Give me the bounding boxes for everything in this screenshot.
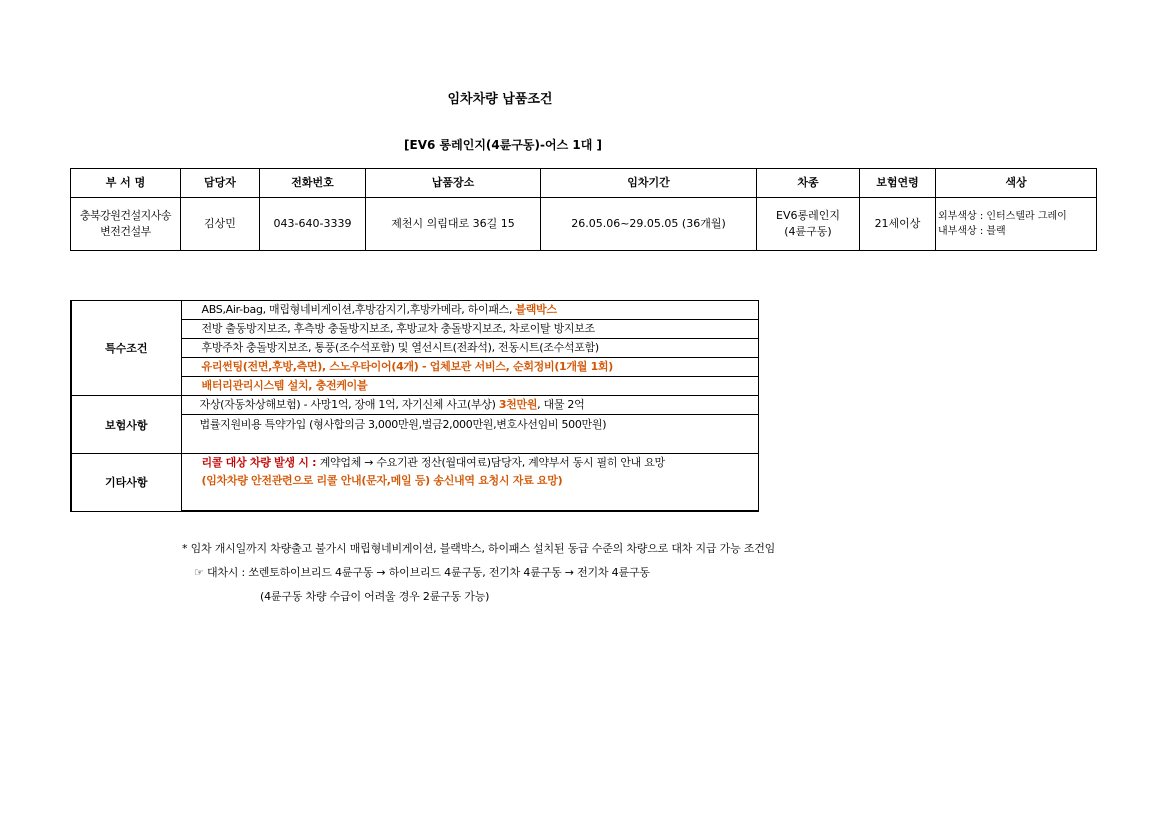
insurance-line-1-tail: , 대물 2억	[537, 398, 585, 411]
special-line-5: 배터리관리시스템 설치, 충전케이블	[181, 377, 758, 396]
other-line-1	[181, 454, 758, 473]
header-manager: 담당자	[181, 169, 260, 198]
header-phone: 전화번호	[260, 169, 366, 198]
recall-notice-label: 리콜 대상 차량 발생 시 :	[201, 456, 320, 469]
insurance-line-1-text: 자상(자동차상해보험) - 사망1억, 장애 1억, 자기신체 사고(부상)	[199, 398, 499, 411]
cell-insurance-age: 21세이상	[860, 198, 936, 251]
note-2wd-allowed: (4륜구동 차량 수급이 어려울 경우 2륜구동 가능)	[260, 590, 490, 603]
cell-model	[757, 198, 860, 251]
page-title: 임차차량 납품조건	[447, 92, 553, 107]
color-interior: 내부색상 : 블랙	[938, 226, 1006, 237]
insurance-highlight: 3천만원	[498, 398, 538, 411]
insurance-line-2: 법률지원비용 특약가입 (형사합의금 3,000만원,벌금2,000만원,변호사선임비 500만원)	[181, 415, 758, 454]
header-period: 임차기간	[541, 169, 757, 198]
table-row	[71, 198, 1097, 251]
special-line-2: 전방 출동방지보조, 후측방 충돌방지보조, 후방교차 충돌방지보조, 차로이탈 방지보조	[181, 320, 758, 339]
special-line-4: 유리썬팅(전면,후방,측면), 스노우타이어(4개) - 업체보관 서비스, 순회정비(1개월 1회)	[181, 358, 758, 377]
dept-line-2: 변전건설부	[100, 225, 151, 238]
delivery-table	[70, 168, 1097, 251]
cell-period: 26.05.06~29.05.05 (36개월)	[541, 198, 757, 251]
special-line-3: 후방주차 충돌방지보조, 통풍(조수석포함) 및 열선시트(전좌석), 전동시트(조수석포함)	[181, 339, 758, 358]
insurance-line-1	[181, 396, 758, 415]
cell-dept	[71, 198, 181, 251]
vehicle-subtitle: [EV6 롱레인지(4륜구동)-어스 1대 ]	[404, 138, 602, 152]
note-substitute-condition: * 임차 개시일까지 차량출고 불가시 매립형네비게이션, 블랙박스, 하이패스 설치된 동급 수준의 차량으로 대차 지급 가능 조건임	[182, 542, 776, 555]
header-dept: 부 서 명	[71, 169, 181, 198]
cell-location: 제천시 의림대로 36길 15	[366, 198, 541, 251]
insurance-label: 보험사항	[71, 396, 181, 454]
header-model: 차종	[757, 169, 860, 198]
header-location: 납품장소	[366, 169, 541, 198]
other-line-2: (임차차량 안전관련으로 리콜 안내(문자,메일 등) 송신내역 요청시 자료 요망)	[181, 472, 758, 490]
color-exterior: 외부색상 : 인터스텔라 그레이	[938, 211, 1067, 222]
header-color: 색상	[936, 169, 1097, 198]
special-conditions-label: 특수조건	[71, 301, 181, 396]
cell-phone: 043-640-3339	[260, 198, 366, 251]
cell-color	[936, 198, 1097, 251]
special-line-1	[181, 301, 758, 320]
header-insurance-age: 보험연령	[860, 169, 936, 198]
model-line-2: (4륜구동)	[784, 225, 832, 238]
cell-manager: 김상민	[181, 198, 260, 251]
special-line-1-highlight: 블랙박스	[515, 303, 557, 316]
conditions-table	[70, 300, 759, 512]
table-header-row	[71, 169, 1097, 198]
other-label: 기타사항	[71, 454, 181, 512]
other-empty-line	[181, 490, 758, 511]
dept-line-1: 충북강원건설지사송	[79, 209, 172, 222]
note-substitute-vehicles: ☞ 대차시 : 쏘렌토하이브리드 4륜구동 → 하이브리드 4륜구동, 전기차 4륜구동 → 전기차 4륜구동	[194, 566, 650, 579]
recall-notice-text: 계약업체 → 수요기관 정산(월대여료)담당자, 계약부서 동시 필히 안내 요망	[319, 456, 665, 469]
model-line-1: EV6롱레인지	[776, 209, 840, 222]
special-line-1-text: ABS,Air-bag, 매립형네비게이션,후방감지기,후방카메라, 하이패스,	[201, 303, 516, 316]
